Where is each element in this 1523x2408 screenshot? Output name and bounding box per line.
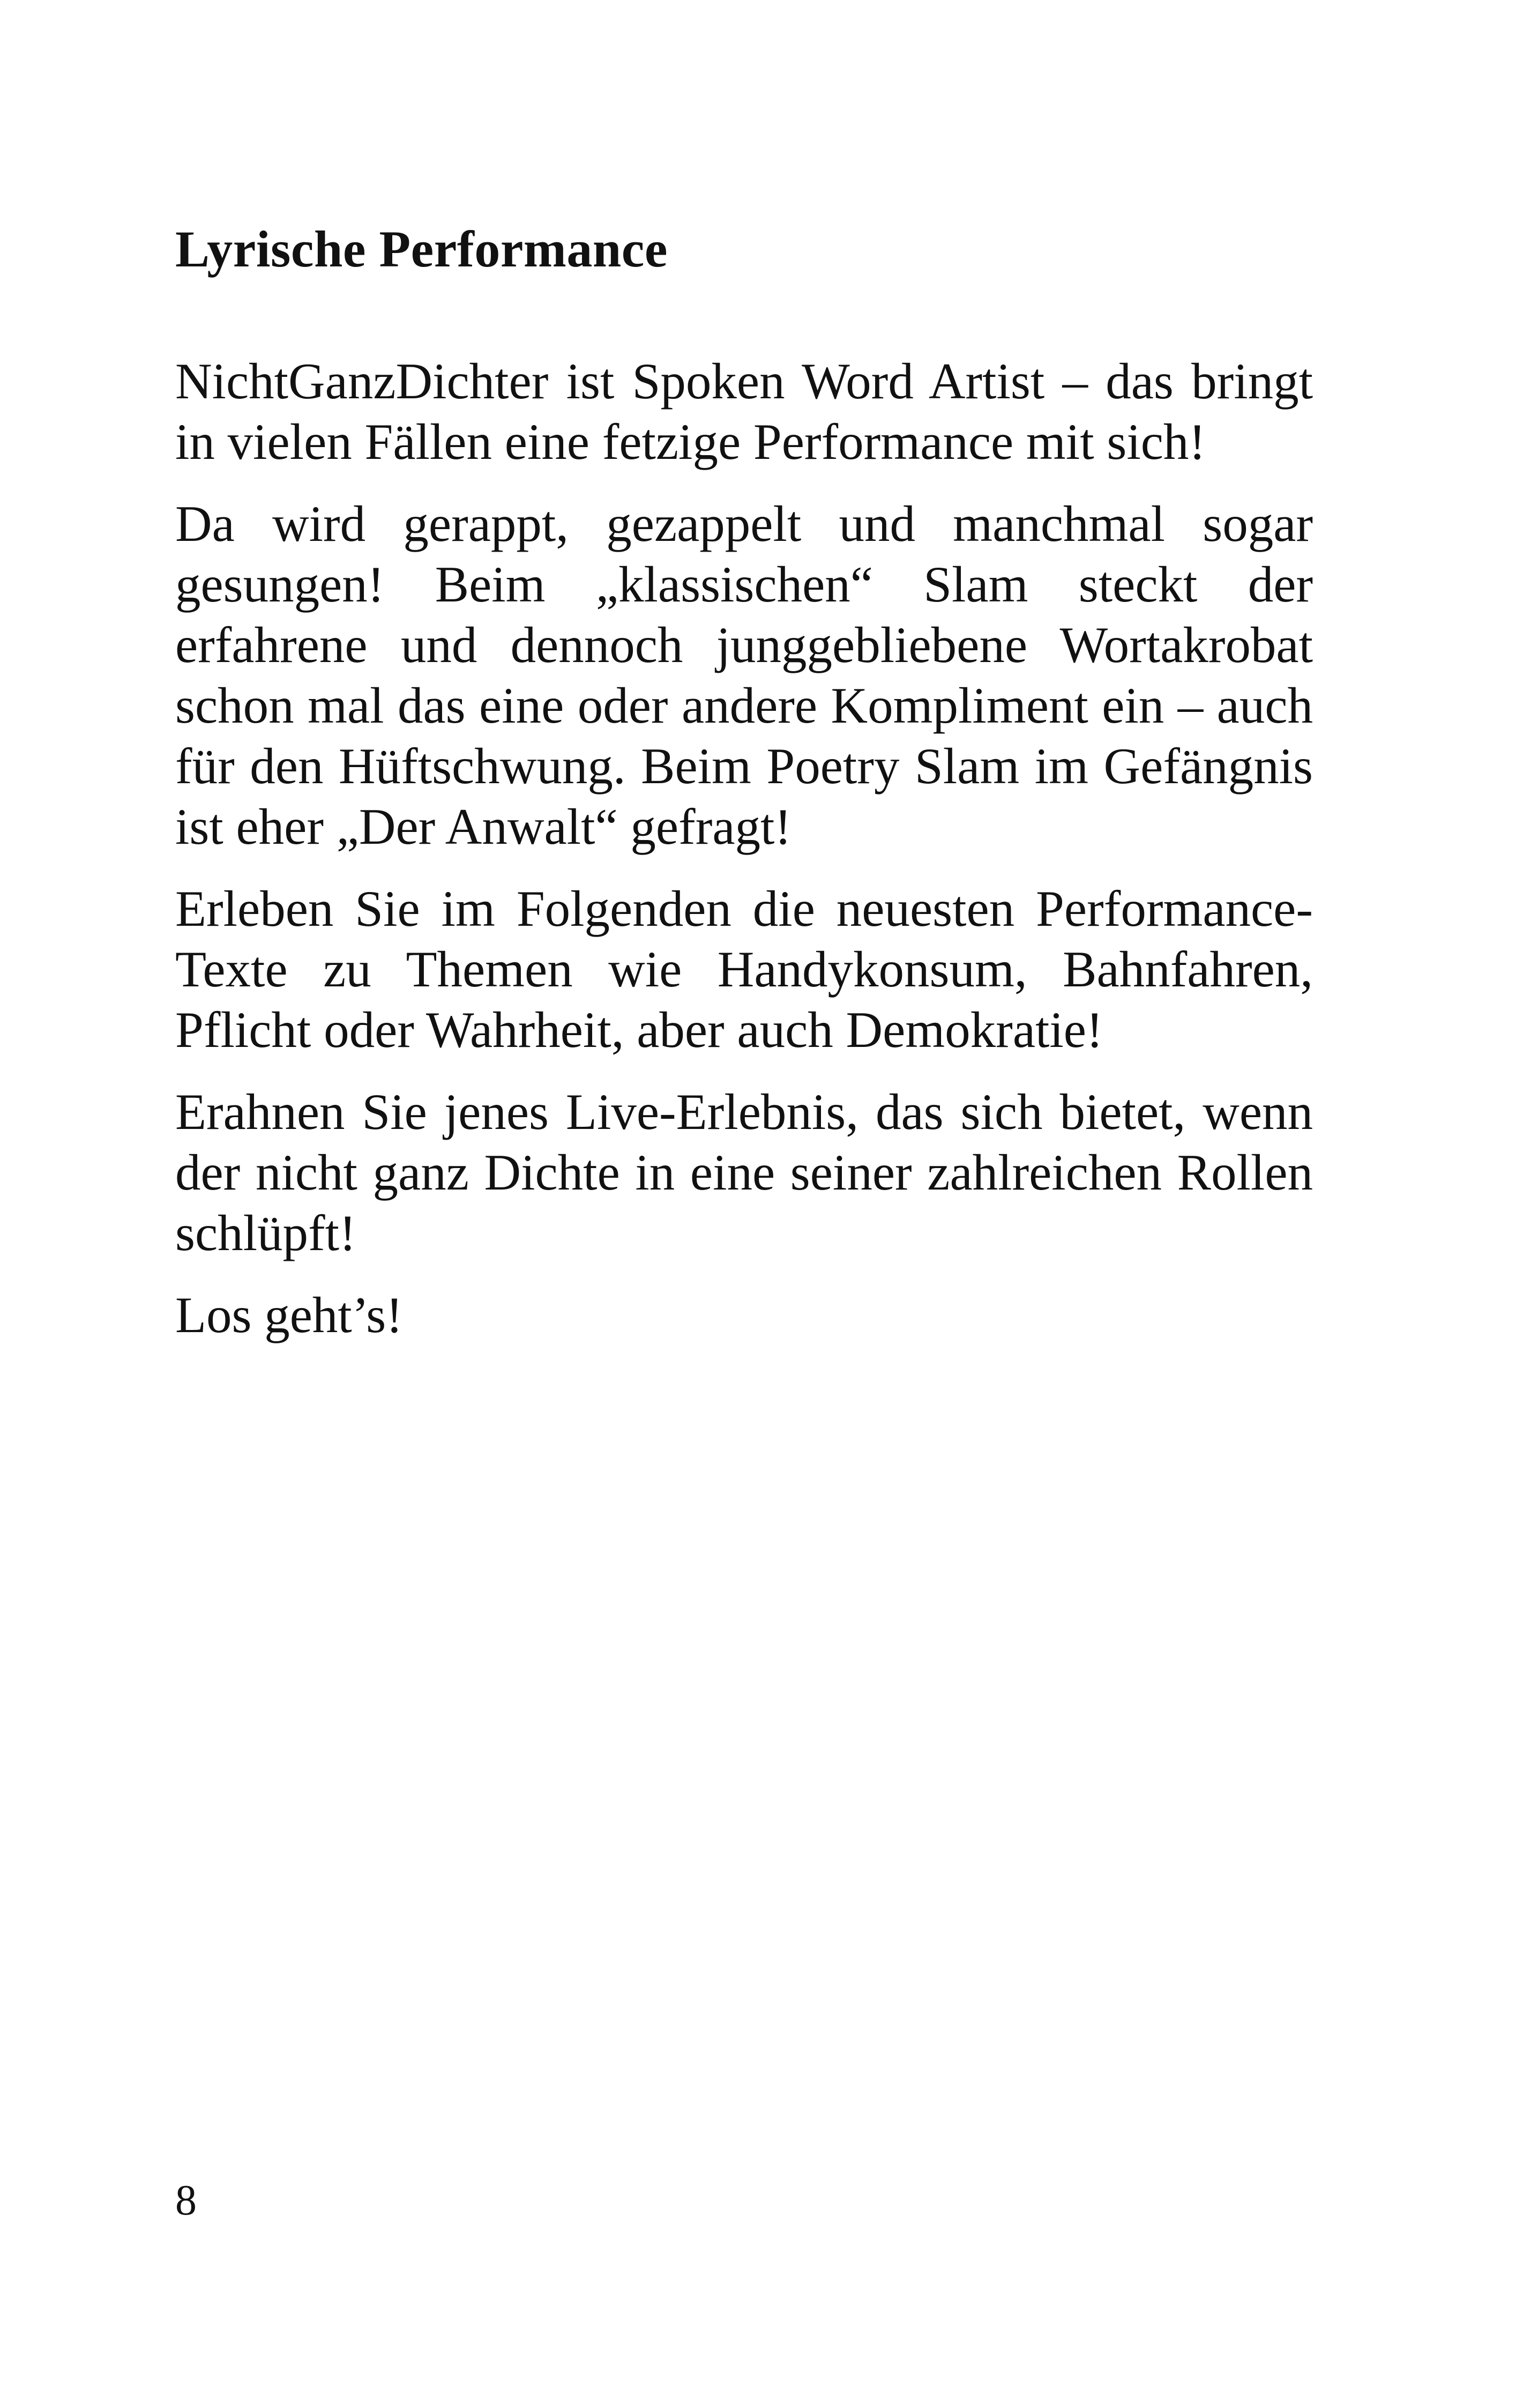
paragraph-3: Erleben Sie im Folgenden die neuesten Performance-Texte zu Themen wie Handykonsum, Bahnfahren, Pflicht oder Wahrheit, aber auch Demokratie! [175,880,1313,1058]
paragraph-2: Da wird gerappt, gezappelt und manchmal sogar gesungen! Beim „klassischen“ Slam steckt der erfahrene und dennoch junggebliebene Wortakrobat schon mal das eine oder andere Kompliment ein – auch für den Hüftschwung. Beim Poetry Slam im Gefängnis ist eher „Der Anwalt“ gefragt! [175,495,1313,855]
paragraph-1: NichtGanzDichter ist Spoken Word Artist – das bringt in vielen Fällen eine fetzige Performance mit sich! [175,353,1313,470]
section-heading: Lyrische Performance [175,220,668,278]
page-content [175,214,1313,1367]
paragraph-4: Erahnen Sie jenes Live-Erlebnis, das sich bietet, wenn der nicht ganz Dichte in eine seiner zahlreichen Rollen schlüpft! [175,1083,1313,1261]
paragraph-5: Los geht’s! [175,1287,403,1343]
page-number: 8 [175,2177,197,2224]
